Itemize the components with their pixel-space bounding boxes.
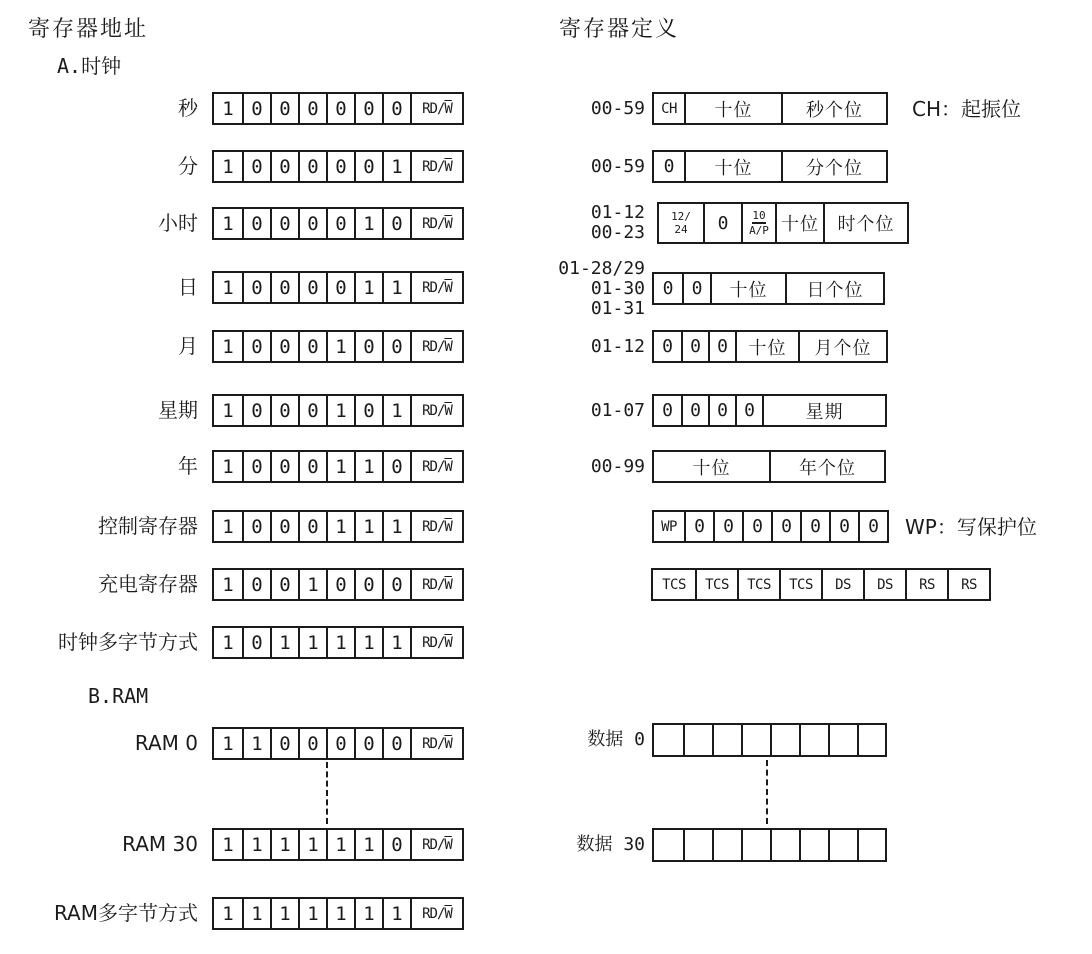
definition-cell: TCS (662, 576, 686, 593)
rd-prefix: RD/ (422, 735, 445, 752)
register-row-label: RAM 30 (122, 832, 198, 856)
definition-cell (712, 725, 741, 755)
address-bits-box (212, 394, 464, 427)
rd-prefix: RD/ (422, 458, 445, 475)
bit-cell: 1 (298, 570, 326, 599)
definition-cell: 0 (858, 512, 887, 541)
rd-prefix: RD/ (422, 402, 445, 419)
read-write-cell (410, 452, 462, 481)
write-overline: $\overline{W}$ (444, 836, 452, 853)
write-overline: $\overline{W}$ (444, 158, 452, 175)
range-line: 01-12 (590, 202, 645, 223)
definition-cell: 十位 (735, 332, 798, 361)
bit-cell: 1 (222, 631, 234, 654)
bit-cell: 1 (326, 628, 354, 657)
bit-cell: 1 (222, 455, 234, 478)
bit-cell: 0 (270, 152, 298, 181)
right-column-title: 寄存器定义 (559, 17, 680, 42)
bit-cell: 0 (270, 94, 298, 123)
bit-cell: 0 (270, 209, 298, 238)
register-row-label: 充电寄存器 (98, 572, 198, 596)
cell-line: 10 (752, 209, 766, 222)
definition-cell (770, 830, 799, 860)
value-range-label (558, 259, 645, 319)
bit-cell: 0 (242, 209, 270, 238)
bit-cell: 1 (222, 399, 234, 422)
write-overline: $\overline{W}$ (444, 100, 452, 117)
definition-cell: 十位 (684, 94, 781, 123)
definition-cell (654, 830, 683, 860)
rd-prefix: RD/ (422, 158, 445, 175)
bit-note: CH：起振位 (912, 96, 1022, 121)
bit-cell: 1 (298, 628, 326, 657)
definition-cell: 时个位 (823, 204, 907, 242)
bit-cell: 1 (382, 628, 410, 657)
definition-bits-box (652, 828, 887, 862)
bit-cell: 0 (298, 452, 326, 481)
bit-cell: 0 (270, 332, 298, 361)
bit-cell: 1 (382, 152, 410, 181)
address-bits-box (212, 568, 464, 601)
register-row-label: RAM 0 (134, 731, 198, 755)
rd-prefix: RD/ (422, 338, 445, 355)
range-line: 00-59 (590, 155, 645, 177)
bit-note: WP：写保护位 (905, 514, 1037, 539)
read-write-cell (410, 396, 462, 425)
definition-cell (828, 725, 857, 755)
read-write-cell (410, 628, 462, 657)
bit-cell: 1 (222, 212, 234, 235)
definition-bits-box (652, 450, 886, 483)
value-range-label (591, 157, 645, 177)
bit-cell: 0 (382, 94, 410, 123)
definition-cell: 0 (708, 396, 735, 425)
address-bits-box (212, 150, 464, 183)
bit-cell: 0 (298, 152, 326, 181)
definition-cell: 0 (742, 512, 771, 541)
definition-cell: 0 (771, 512, 800, 541)
bit-cell: 0 (242, 152, 270, 181)
register-row-label: 分 (178, 154, 198, 178)
definition-cell: 十位 (710, 274, 785, 303)
bit-cell: 1 (242, 729, 270, 758)
bit-cell: 0 (298, 512, 326, 541)
definition-cell: DS (821, 570, 863, 599)
bit-cell: 1 (222, 515, 234, 538)
value-range-label (591, 337, 645, 357)
definition-cell: TCS (695, 570, 737, 599)
bit-cell: 1 (382, 512, 410, 541)
bit-cell: 0 (270, 570, 298, 599)
address-bits-box (212, 450, 464, 483)
bit-cell: 1 (354, 273, 382, 302)
definition-cell: 十位 (775, 204, 823, 242)
value-range-label (591, 203, 645, 243)
address-bits-box (212, 92, 464, 125)
bit-cell: 0 (242, 512, 270, 541)
bit-cell: 1 (326, 332, 354, 361)
write-overline: $\overline{W}$ (444, 634, 452, 651)
write-overline: $\overline{W}$ (444, 905, 452, 922)
rd-prefix: RD/ (422, 100, 445, 117)
bit-cell: 0 (382, 209, 410, 238)
bit-cell: 0 (298, 396, 326, 425)
section-b-heading: B.RAM (88, 684, 149, 708)
bit-cell: 1 (354, 628, 382, 657)
bit-cell: 0 (242, 273, 270, 302)
bit-cell: 0 (326, 94, 354, 123)
bit-cell: 0 (354, 94, 382, 123)
bit-cell: 0 (270, 396, 298, 425)
bit-cell: 0 (242, 94, 270, 123)
definition-bits-box (651, 568, 991, 601)
definition-bits-box (652, 150, 888, 183)
bit-cell: 0 (298, 273, 326, 302)
range-line: 数据 0 (587, 729, 645, 750)
address-bits-box (212, 828, 464, 861)
definition-cell (828, 830, 857, 860)
definition-cell (770, 725, 799, 755)
address-bits-box (212, 727, 464, 760)
bit-cell: 0 (298, 209, 326, 238)
bit-cell: 1 (354, 452, 382, 481)
range-line: 01-31 (590, 297, 645, 319)
definition-cell: 0 (663, 156, 675, 177)
definition-cell: 十位 (684, 152, 781, 181)
bit-cell: 1 (354, 512, 382, 541)
bit-cell: 0 (382, 452, 410, 481)
definition-cell: 0 (708, 332, 735, 361)
rd-prefix: RD/ (422, 279, 445, 296)
bit-cell: 1 (242, 830, 270, 859)
bit-cell: 0 (326, 570, 354, 599)
read-write-cell (410, 152, 462, 181)
range-line: 00-59 (590, 97, 645, 119)
bit-cell: 1 (222, 902, 234, 925)
rd-prefix: RD/ (422, 576, 445, 593)
bit-cell: 0 (298, 94, 326, 123)
definition-cell (741, 204, 775, 242)
definition-cell (741, 830, 770, 860)
cell-line: 24 (674, 223, 688, 236)
rd-prefix: RD/ (422, 634, 445, 651)
bit-cell: 0 (242, 628, 270, 657)
definition-cell (654, 725, 683, 755)
bit-cell: 0 (326, 152, 354, 181)
bit-cell: 0 (242, 332, 270, 361)
value-range-label (591, 99, 645, 119)
cell-line: 12/ (671, 210, 691, 223)
definition-cell: 分个位 (781, 152, 886, 181)
rd-prefix: RD/ (422, 905, 445, 922)
bit-cell: 1 (222, 833, 234, 856)
rd-prefix: RD/ (422, 836, 445, 853)
definition-cell: 日个位 (785, 274, 883, 303)
range-line: 01-07 (590, 399, 645, 421)
register-row-label: RAM多字节方式 (53, 901, 198, 925)
write-overline: $\overline{W}$ (444, 215, 452, 232)
bit-cell: 1 (222, 732, 234, 755)
read-write-cell (410, 899, 462, 928)
definition-cell: 星期 (762, 396, 885, 425)
value-range-label (587, 730, 645, 750)
range-line: 00-23 (590, 222, 645, 243)
bit-cell: 0 (242, 452, 270, 481)
read-write-cell (410, 729, 462, 758)
bit-cell: 1 (298, 899, 326, 928)
register-row-label: 星期 (158, 398, 198, 422)
definition-cell: 0 (829, 512, 858, 541)
bit-cell: 1 (382, 396, 410, 425)
bit-cell: 1 (382, 899, 410, 928)
bit-cell: 1 (222, 335, 234, 358)
bit-cell: 0 (270, 273, 298, 302)
write-overline: $\overline{W}$ (444, 338, 452, 355)
definition-cell (659, 204, 703, 242)
bit-cell: 1 (222, 155, 234, 178)
register-row-label: 时钟多字节方式 (58, 630, 198, 654)
section-a-heading: A.时钟 (57, 54, 122, 78)
address-bits-box (212, 626, 464, 659)
left-column-title: 寄存器地址 (28, 17, 149, 42)
bit-cell: 1 (326, 512, 354, 541)
bit-cell: 0 (382, 332, 410, 361)
bit-cell: 1 (354, 209, 382, 238)
address-bits-box (212, 510, 464, 543)
bit-cell: 1 (222, 97, 234, 120)
definition-cell: 0 (662, 278, 674, 299)
bit-cell: 1 (270, 899, 298, 928)
bit-cell: 0 (326, 729, 354, 758)
definition-cell: 秒个位 (781, 94, 886, 123)
definition-cell (857, 830, 885, 860)
definition-cell: 0 (735, 396, 762, 425)
definition-bits-box (652, 92, 888, 125)
definition-cell (712, 830, 741, 860)
definition-cell (741, 725, 770, 755)
definition-bits-box (652, 272, 885, 305)
bit-cell: 0 (242, 396, 270, 425)
read-write-cell (410, 512, 462, 541)
bit-cell: 0 (298, 729, 326, 758)
definition-cell: 0 (662, 400, 673, 421)
range-line: 数据 30 (576, 834, 645, 855)
register-row-label: 年 (178, 454, 198, 478)
definition-cell (683, 830, 712, 860)
address-bits-box (212, 271, 464, 304)
register-row-label: 秒 (178, 96, 198, 120)
definition-cell: RS (947, 570, 989, 599)
bit-cell: 0 (382, 729, 410, 758)
bit-cell: 0 (270, 452, 298, 481)
definition-cell: TCS (779, 570, 821, 599)
bit-cell: 0 (326, 209, 354, 238)
bit-cell: 0 (354, 332, 382, 361)
bit-cell: 1 (326, 899, 354, 928)
read-write-cell (410, 830, 462, 859)
read-write-cell (410, 273, 462, 302)
rd-prefix: RD/ (422, 518, 445, 535)
bit-cell: 1 (382, 273, 410, 302)
write-overline: $\overline{W}$ (444, 279, 452, 296)
definition-bits-box (652, 723, 887, 757)
definition-cell (799, 725, 828, 755)
write-overline: $\overline{W}$ (444, 735, 452, 752)
bit-cell: 0 (382, 570, 410, 599)
definition-cell: TCS (737, 570, 779, 599)
range-line: 00-99 (590, 455, 645, 477)
read-write-cell (410, 94, 462, 123)
value-range-label (576, 835, 645, 855)
definition-cell: 0 (662, 336, 673, 357)
bit-cell: 0 (326, 273, 354, 302)
definition-bits-box (652, 330, 888, 363)
bit-cell: 0 (270, 512, 298, 541)
definition-cell: 0 (681, 332, 708, 361)
register-row-label: 日 (178, 275, 198, 299)
address-bits-box (212, 207, 464, 240)
range-line: 01-30 (590, 277, 645, 299)
definition-cell: 0 (682, 274, 710, 303)
bit-cell: 1 (222, 276, 234, 299)
bit-cell: 1 (354, 830, 382, 859)
write-overline: $\overline{W}$ (444, 518, 452, 535)
register-row-label: 控制寄存器 (98, 514, 198, 538)
definition-cell: 0 (684, 512, 713, 541)
bit-cell: 0 (382, 830, 410, 859)
definition-cell: RS (905, 570, 947, 599)
bit-cell: 1 (326, 396, 354, 425)
write-overline: $\overline{W}$ (444, 402, 452, 419)
register-row-label: 小时 (158, 211, 198, 235)
write-overline: $\overline{W}$ (444, 576, 452, 593)
definition-cell: 月个位 (798, 332, 886, 361)
definition-cell: DS (863, 570, 905, 599)
range-line: 01-28/29 (558, 257, 645, 279)
register-row-label: 月 (178, 334, 198, 358)
cell-line: A/P (749, 224, 769, 237)
bit-cell: 1 (222, 573, 234, 596)
definition-bits-box (657, 202, 909, 244)
definition-cell: 十位 (692, 457, 731, 479)
definition-cell (683, 725, 712, 755)
bit-cell: 0 (354, 570, 382, 599)
read-write-cell (410, 209, 462, 238)
address-bits-box (212, 897, 464, 930)
bit-cell: 1 (270, 628, 298, 657)
read-write-cell (410, 332, 462, 361)
left-ellipsis-dashed-line (326, 762, 328, 824)
definition-cell: 年个位 (769, 452, 884, 481)
bit-cell: 0 (242, 570, 270, 599)
bit-cell: 1 (326, 830, 354, 859)
definition-cell: WP (661, 518, 677, 535)
write-overline: $\overline{W}$ (444, 458, 452, 475)
rd-prefix: RD/ (422, 215, 445, 232)
definition-cell: 0 (703, 204, 741, 242)
definition-cell (799, 830, 828, 860)
bit-cell: 1 (354, 899, 382, 928)
definition-cell: 0 (800, 512, 829, 541)
bit-cell: 1 (270, 830, 298, 859)
value-range-label (591, 457, 645, 477)
definition-cell: 0 (713, 512, 742, 541)
range-line: 01-12 (590, 335, 645, 357)
bit-cell: 1 (298, 830, 326, 859)
value-range-label (591, 401, 645, 421)
bit-cell: 1 (326, 452, 354, 481)
definition-cell (857, 725, 885, 755)
bit-cell: 0 (298, 332, 326, 361)
bit-cell: 0 (354, 396, 382, 425)
read-write-cell (410, 570, 462, 599)
definition-bits-box (652, 394, 887, 427)
bit-cell: 0 (270, 729, 298, 758)
definition-cell: CH (661, 100, 677, 117)
definition-bits-box (652, 510, 889, 543)
definition-cell: 0 (681, 396, 708, 425)
right-ellipsis-dashed-line (766, 760, 768, 824)
bit-cell: 0 (354, 152, 382, 181)
bit-cell: 1 (242, 899, 270, 928)
bit-cell: 0 (354, 729, 382, 758)
address-bits-box (212, 330, 464, 363)
